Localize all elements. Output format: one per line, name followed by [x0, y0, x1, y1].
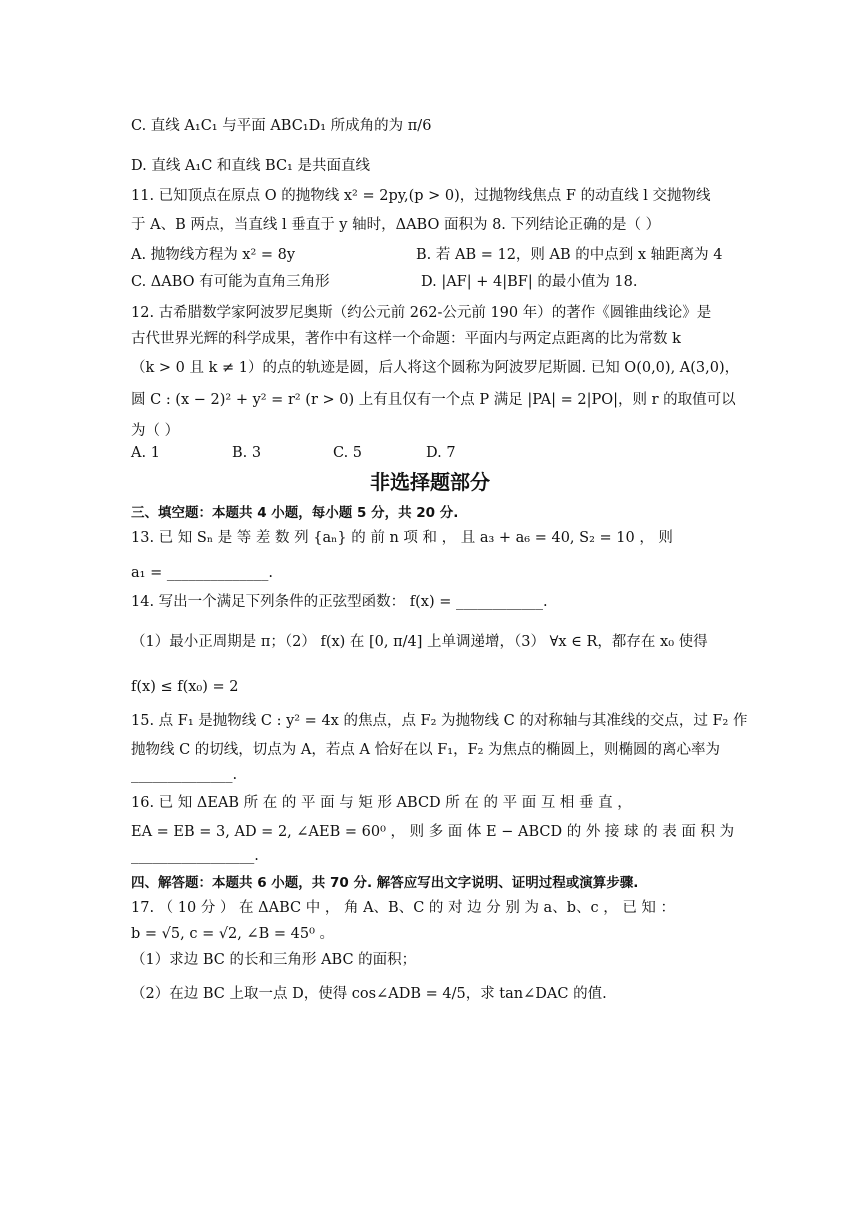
question-11-option-b: B. 若 AB = 12，则 AB 的中点到 x 轴距离为 4: [416, 247, 723, 263]
question-17-line-2: b = √5, c = √2, ∠B = 45⁰ 。: [131, 926, 335, 942]
question-17-part-2: （2）在边 BC 上取一点 D，使得 cos∠ADB = 4/5，求 tan∠DAC 的值.: [131, 986, 607, 1002]
question-11-line-2: 于 A、B 两点，当直线 l 垂直于 y 轴时，ΔABO 面积为 8. 下列结论正确的是（ ）: [131, 217, 661, 233]
question-11-option-c: C. ΔABO 有可能为直角三角形: [131, 274, 330, 290]
option-d-line: D. 直线 A₁C 和直线 BC₁ 是共面直线: [131, 158, 370, 174]
question-12-line-2: 古代世界光辉的科学成果，著作中有这样一个命题：平面内与两定点距离的比为常数 k: [131, 331, 681, 347]
section-heading: 非选择题部分: [370, 470, 490, 494]
question-15-line-2: 抛物线 C 的切线，切点为 A，若点 A 恰好在以 F₁，F₂ 为焦点的椭圆上，则椭圆的离心率为: [131, 742, 721, 758]
question-12-option-d: D. 7: [426, 445, 456, 461]
question-11-option-a: A. 抛物线方程为 x² = 8y: [131, 247, 296, 263]
question-14-line-1: 14. 写出一个满足下列条件的正弦型函数： f(x) = ____________.: [131, 594, 548, 610]
question-13-line-1: 13. 已 知 Sₙ 是 等 差 数 列 {aₙ} 的 前 n 项 和 ， 且 a₃ + a₆ = 40, S₂ = 10 ， 则: [131, 530, 673, 546]
question-12-line-1: 12. 古希腊数学家阿波罗尼奥斯（约公元前 262-公元前 190 年）的著作《圆锥曲线论》是: [131, 305, 712, 321]
question-15-line-3: ______________.: [131, 767, 238, 783]
option-c-line: C. 直线 A₁C₁ 与平面 ABC₁D₁ 所成角的为 π/6: [131, 118, 432, 134]
question-13-line-2: a₁ = ______________.: [131, 565, 273, 581]
question-12-option-b: B. 3: [232, 445, 262, 461]
question-14-line-3: f(x) ≤ f(x₀) = 2: [131, 679, 239, 695]
question-17-line-1: 17. （ 10 分 ） 在 ΔABC 中 ， 角 A、B、C 的 对 边 分 别 为 a、b、c ， 已 知 ：: [131, 900, 676, 916]
question-15-line-1: 15. 点 F₁ 是抛物线 C : y² = 4x 的焦点，点 F₂ 为抛物线 C 的对称轴与其准线的交点，过 F₂ 作: [131, 713, 748, 729]
question-12-line-4: 圆 C : (x − 2)² + y² = r² (r > 0) 上有且仅有一个点 P 满足 |PA| = 2|PO|，则 r 的取值可以: [131, 392, 736, 408]
question-12-option-a: A. 1: [131, 445, 160, 461]
question-16-line-2: EA = EB = 3, AD = 2, ∠AEB = 60⁰ ， 则 多 面 体 E − ABCD 的 外 接 球 的 表 面 积 为: [131, 824, 735, 840]
question-16-line-1: 16. 已 知 ΔEAB 所 在 的 平 面 与 矩 形 ABCD 所 在 的 平 面 互 相 垂 直 ，: [131, 795, 632, 811]
question-12-line-5: 为（ ）: [131, 423, 180, 439]
question-11-line-1: 11. 已知顶点在原点 O 的抛物线 x² = 2py,(p > 0)，过抛物线焦点 F 的动直线 l 交抛物线: [131, 188, 711, 204]
section-3-title: 三、填空题：本题共 4 小题，每小题 5 分，共 20 分.: [131, 505, 459, 521]
question-12-option-c: C. 5: [333, 445, 363, 461]
section-4-title: 四、解答题：本题共 6 小题，共 70 分. 解答应写出文字说明、证明过程或演算步骤.: [131, 875, 639, 891]
question-11-option-d: D. |AF| + 4|BF| 的最小值为 18.: [421, 274, 638, 290]
question-16-line-3: _________________.: [131, 848, 259, 864]
question-12-line-3: （k > 0 且 k ≠ 1）的点的轨迹是圆，后人将这个圆称为阿波罗尼斯圆. 已知 O(0,0), A(3,0)，: [131, 360, 740, 376]
question-17-part-1: （1）求边 BC 的长和三角形 ABC 的面积；: [131, 952, 417, 968]
question-14-line-2: （1）最小正周期是 π；（2） f(x) 在 [0, π/4] 上单调递增，（3） ∀x ∈ R，都存在 x₀ 使得: [131, 634, 708, 650]
